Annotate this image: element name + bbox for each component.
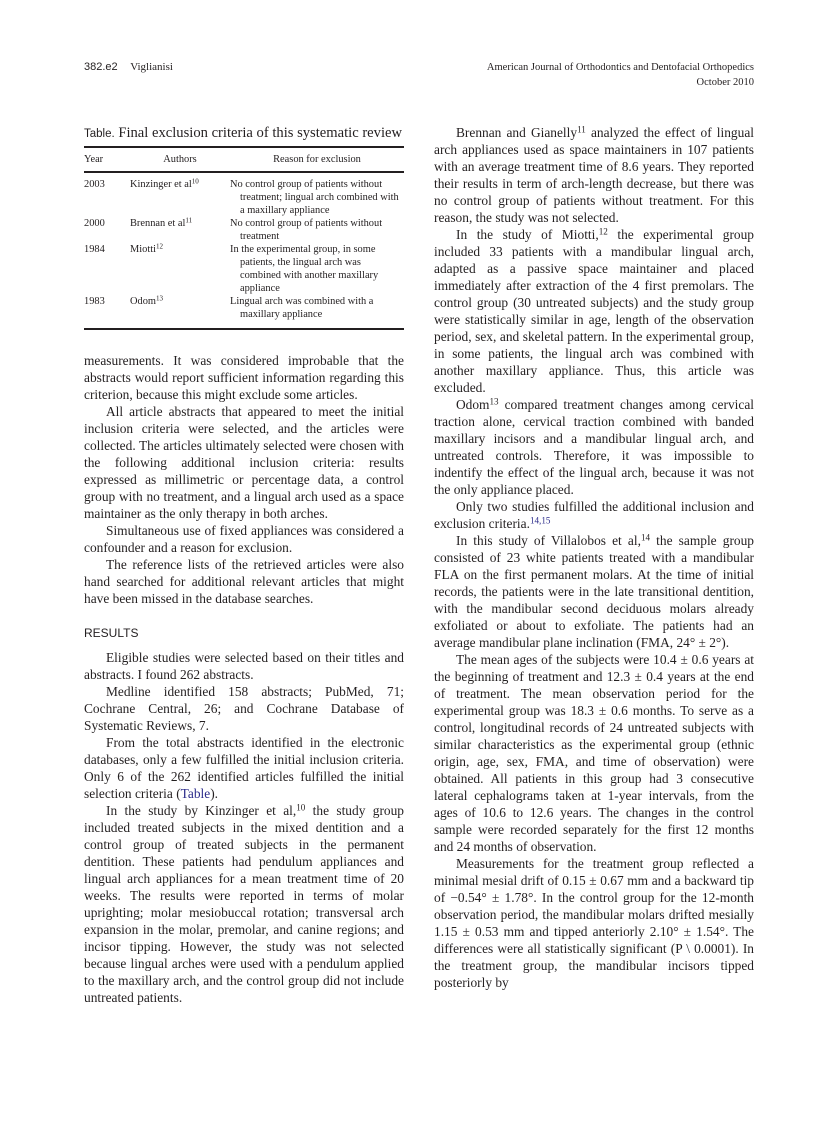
author-text: Kinzinger et al xyxy=(130,179,192,190)
header-reason: Reason for exclusion xyxy=(230,147,404,172)
cell-author xyxy=(130,243,230,295)
reason-text: In the experimental group, in some patients, the lingual arch was combined with another maxillary appliance xyxy=(230,244,379,294)
issue-date: October 2010 xyxy=(696,77,754,88)
text-span: From the total abstracts identified in the electronic databases, only a few fulfilled the initial inclusion criteria. Only 6 of the 262 identified articles fulfilled the initial selection criteria ( xyxy=(84,735,404,801)
table-row xyxy=(84,295,404,329)
citation-ref[interactable]: 14 xyxy=(640,532,651,543)
reason-text: Lingual arch was combined with a maxillary appliance xyxy=(230,296,374,320)
text-span: analyzed the effect of lingual arch appliances used as space maintainers in 107 patients with an average treatment time of 8.6 years. They reported their results in term of arch-length decrease, but there was no control group of patients without treatment. For this reason, the study was not selected. xyxy=(434,125,754,225)
paragraph xyxy=(434,124,754,226)
paragraph xyxy=(434,226,754,396)
citation-ref[interactable]: 10 xyxy=(191,177,199,186)
right-column xyxy=(434,124,754,991)
table-header-row xyxy=(84,147,404,172)
paragraph xyxy=(84,734,404,802)
table-row xyxy=(84,243,404,295)
text-span: the study group included treated subjects in the mixed dentition and a control group of treated subjects in the permanent dentition. These patients had pendulum appliances and lingual arch appliances for a mean treatment time of 20 weeks. The results were reported in terms of molar uprighting; molar mesiobuccal rotation; transversal arch expansion in the molar, premolar, and canine regions; and incisor tipping. However, the study was not selected because lingual arches were used with a pendulum applied to the maxillary arch, and the control group did not include untreated patients. xyxy=(84,803,404,1005)
journal-title: American Journal of Orthodontics and Dentofacial Orthopedics xyxy=(486,62,754,73)
header-authors: Authors xyxy=(130,147,230,172)
text-span: Only two studies fulfilled the additional inclusion and exclusion criteria. xyxy=(434,499,754,531)
citation-ref[interactable]: 12 xyxy=(598,226,608,237)
text-span: the sample group consisted of 23 white patients treated with a mandibular FLA on the first permanent molars. At the time of initial records, the patients were in the late transitional dentition, with the mandibular second deciduous molars already exfoliated or about to exfoliate. The patients had an average mandibular plane inclination (FMA, 24° ± 2°). xyxy=(434,533,754,650)
text-span: In the study of Miotti, xyxy=(456,227,599,242)
cell-year: 2000 xyxy=(84,218,105,229)
table-title: Final exclusion criteria of this systematic review xyxy=(118,125,403,141)
paragraph: Medline identified 158 abstracts; PubMed, 71; Cochrane Central, 26; and Cochrane Database of Systematic Reviews, 7. xyxy=(84,684,404,733)
cell-year: 1983 xyxy=(84,296,105,307)
citation-ref[interactable]: 13 xyxy=(155,294,164,303)
paragraph xyxy=(434,498,754,532)
reason-text: No control group of patients without treatment; lingual arch combined with a maxillary appliance xyxy=(230,179,399,216)
citation-ref[interactable]: 11 xyxy=(185,216,193,225)
citation-ref[interactable]: 10 xyxy=(296,802,306,813)
header-year: Year xyxy=(84,147,130,172)
paragraph xyxy=(434,396,754,498)
author-text: Brennan et al xyxy=(130,218,186,229)
text-span: In this study of Villalobos et al, xyxy=(456,533,641,548)
cell-reason xyxy=(230,243,404,295)
paragraph: The reference lists of the retrieved articles were also hand searched for additional relevant articles that might have been missed in the database searches. xyxy=(84,557,404,606)
left-column xyxy=(84,124,404,1006)
cell-reason xyxy=(230,217,404,243)
paragraph: Simultaneous use of fixed appliances was considered a confounder and a reason for exclusion. xyxy=(84,523,404,555)
table-row xyxy=(84,217,404,243)
text-span: In the study by Kinzinger et al, xyxy=(106,803,297,818)
table-row xyxy=(84,172,404,217)
cell-year: 2003 xyxy=(84,179,105,190)
paragraph: Eligible studies were selected based on their titles and abstracts. I found 262 abstracts. xyxy=(84,650,404,682)
citation-ref[interactable]: 14,15 xyxy=(529,515,551,526)
paragraph: All article abstracts that appeared to meet the initial inclusion criteria were selected, and the articles were collected. The articles ultimately selected were chosen with the following additional inclusion criteria: results expressed as millimetric or percentage data, a control group with no treatment, and a lingual arch used as a space maintainer as the only therapy in both arches. xyxy=(84,404,404,521)
exclusion-table xyxy=(84,146,404,330)
paragraph: The mean ages of the subjects were 10.4 ± 0.6 years at the beginning of treatment and 12.3 ± 0.4 years at the end of treatment. The mean observation period for the experimental group was 18.3 ± 0.6 months. To serve as a control, longitudinal records of 24 untreated subjects with similar characteristics as the experimental group (ethnic origin, age, sex, FMA, and time of observation) were obtained. All patients in this group had 3 consecutive lateral cephalograms taken at 1-year intervals, from the ages of 10.6 to 12.6 years. The changes in the control sample were recorded separately for the first 12 months and 24 months of observation. xyxy=(434,652,754,854)
text-span: the experimental group included 33 patients with a mandibular lingual arch, adapted as a passive space maintainer and placed immediately after extraction of the 4 first premolars. The control group (30 untreated subjects) and the study group were statistically similar in age, length of the observation period, sex, and skeletal pattern. In the experimental group, in some patients, the lingual arch was combined with another maxillary appliance. Thus, this article was excluded. xyxy=(434,227,754,395)
citation-ref[interactable]: 13 xyxy=(489,396,499,407)
author-name: Viglianisi xyxy=(130,61,173,73)
author-text: Odom xyxy=(130,296,156,307)
cell-author xyxy=(130,172,230,217)
cell-author xyxy=(130,217,230,243)
cell-author xyxy=(130,295,230,329)
paragraph xyxy=(434,532,754,651)
page-number: 382.e2 xyxy=(84,61,118,73)
text-span: Odom xyxy=(456,397,490,412)
table-link[interactable]: Table xyxy=(180,786,211,801)
cell-reason xyxy=(230,295,404,329)
paragraph: measurements. It was considered improbable that the abstracts would report sufficient information regarding this criterion, because this might exclude some articles. xyxy=(84,353,404,402)
citation-ref[interactable]: 12 xyxy=(155,242,164,251)
text-span: Brennan and Gianelly xyxy=(456,125,578,140)
section-heading-results: RESULTS xyxy=(84,626,139,640)
paragraph xyxy=(84,802,404,1006)
cell-year: 1984 xyxy=(84,244,105,255)
running-head-left xyxy=(84,60,173,74)
paragraph: Measurements for the treatment group reflected a minimal mesial drift of 0.15 ± 0.67 mm and a backward tip of −0.54° ± 1.78°. In the control group for the 12-month observation period, the mandibular molars drifted mesially 1.15 ± 0.53 mm and tipped anteriorly 2.10° ± 1.54°. The differences were all statistically significant (P \ 0.0001). In the treatment group, the mandibular incisors tipped posteriorly by xyxy=(434,856,754,990)
running-head-right xyxy=(487,60,754,90)
author-text: Miotti xyxy=(130,244,156,255)
citation-ref[interactable]: 11 xyxy=(577,124,586,135)
table-label: Table. xyxy=(84,128,115,140)
text-span: ). xyxy=(210,786,219,801)
text-span: compared treatment changes among cervical traction alone, cervical traction combined with banded maxillary incisors and a mandibular lingual arch, and untreated controls. Therefore, it was impossible to indentify the effect of the lingual arch, because it was not the only appliance placed. xyxy=(434,397,754,497)
cell-reason xyxy=(230,172,404,217)
reason-text: No control group of patients without treatment xyxy=(230,218,383,242)
table-caption xyxy=(84,124,404,143)
